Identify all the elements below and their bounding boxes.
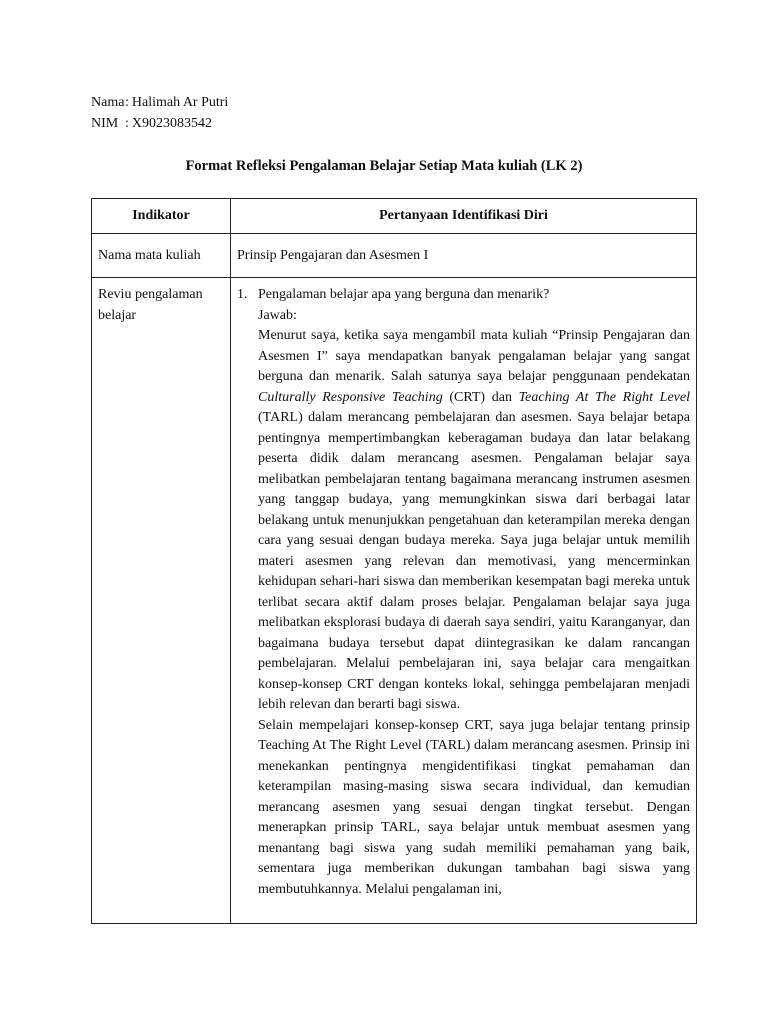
answer-paragraph-1 [258, 326, 690, 716]
nim-row [91, 114, 228, 135]
question-number: 1. [237, 287, 248, 302]
answer-paragraph-2: Selain mempelajari konsep-konsep CRT, saya juga belajar tentang prinsip Teaching At The Right Level (TARL) dalam merancang asesmen. Prinsip ini menekankan pentingnya mengidentifikasi tingkat pemahaman dan keterampilan masing-masing siswa secara individual, dan kemudian merancang asesmen yang sesuai dengan tingkat tersebut. Dengan menerapkan prinsip TARL, saya belajar untuk membuat asesmen yang menantang bagi siswa yang sudah memiliki pemahaman yang baik, sementara juga memberikan dukungan tambahan bagi siswa yang membutuhkannya. Melalui pengalaman ini, [258, 717, 690, 897]
reflection-table [91, 198, 697, 924]
answer-body [258, 306, 690, 901]
table-row [92, 278, 697, 924]
answer-label: Jawab: [258, 307, 297, 323]
document-title: Format Refleksi Pengalaman Belajar Setiap Mata kuliah (LK 2) [185, 158, 583, 174]
name-label: Nama [91, 95, 125, 110]
name-separator: : [125, 95, 129, 110]
student-identity [91, 93, 228, 134]
table-row [92, 234, 697, 278]
nim-separator: : [125, 115, 129, 131]
nim-label: NIM [91, 115, 119, 131]
indicator-cell: Nama mata kuliah [92, 234, 231, 278]
question-text: Pengalaman belajar apa yang berguna dan menarik? [258, 287, 550, 302]
answer-emphasis: Culturally Responsive Teaching [258, 389, 443, 405]
table-header-row [92, 199, 697, 234]
answer-text: (CRT) dan [442, 389, 519, 405]
answer-text: Menurut saya, ketika saya mengambil mata kuliah “Prinsip Pengajaran dan Asesmen I” saya mendapatkan banyak pengalaman belajar yang sangat berguna dan menarik. Salah satunya saya belajar penggunaan pendekatan [258, 328, 690, 384]
reflection-answer-cell [231, 278, 697, 924]
answer-emphasis: Teaching At The Right Level [518, 389, 690, 405]
indicator-cell: Reviu pengalaman belajar [92, 278, 231, 924]
header-pertanyaan: Pertanyaan Identifikasi Diri [231, 199, 697, 234]
course-name-cell: Prinsip Pengajaran dan Asesmen I [231, 234, 697, 278]
answer-text: (TARL) dalam merancang pembelajaran dan asesmen. Saya belajar betapa pentingnya mempertimbangkan keberagaman budaya dan latar belakang peserta didik dalam merancang asesmen. Pengalaman belajar saya melibatkan pembelajaran tentang bagaimana merancang instrumen asesmen yang tanggap budaya, yang memungkinkan siswa dari berbagai latar belakang untuk menunjukkan pengetahuan dan keterampilan mereka dengan cara yang sesuai dengan budaya mereka. Saya juga belajar untuk memilih materi asesmen yang relevan dan memotivasi, yang mencerminkan kehidupan sehari-hari siswa dan memberikan kesempatan bagi mereka untuk terlibat secara aktif dalam proses belajar. Pengalaman belajar saya juga melibatkan eksplorasi budaya di daerah saya sendiri, yaitu Karanganyar, dan bagaimana budaya tersebut dapat diintegrasikan ke dalam rancangan pembelajaran. Melalui pembelajaran ini, saya belajar cara mengaitkan konsep-konsep CRT dengan konteks lokal, sehingga pembelajaran menjadi lebih relevan dan berarti bagi siswa. [258, 410, 690, 712]
question-line [237, 285, 690, 306]
name-value: Halimah Ar Putri [131, 95, 229, 110]
nim-value: X9023083542 [131, 115, 213, 131]
header-indikator: Indikator [92, 199, 231, 234]
name-row [91, 93, 228, 114]
